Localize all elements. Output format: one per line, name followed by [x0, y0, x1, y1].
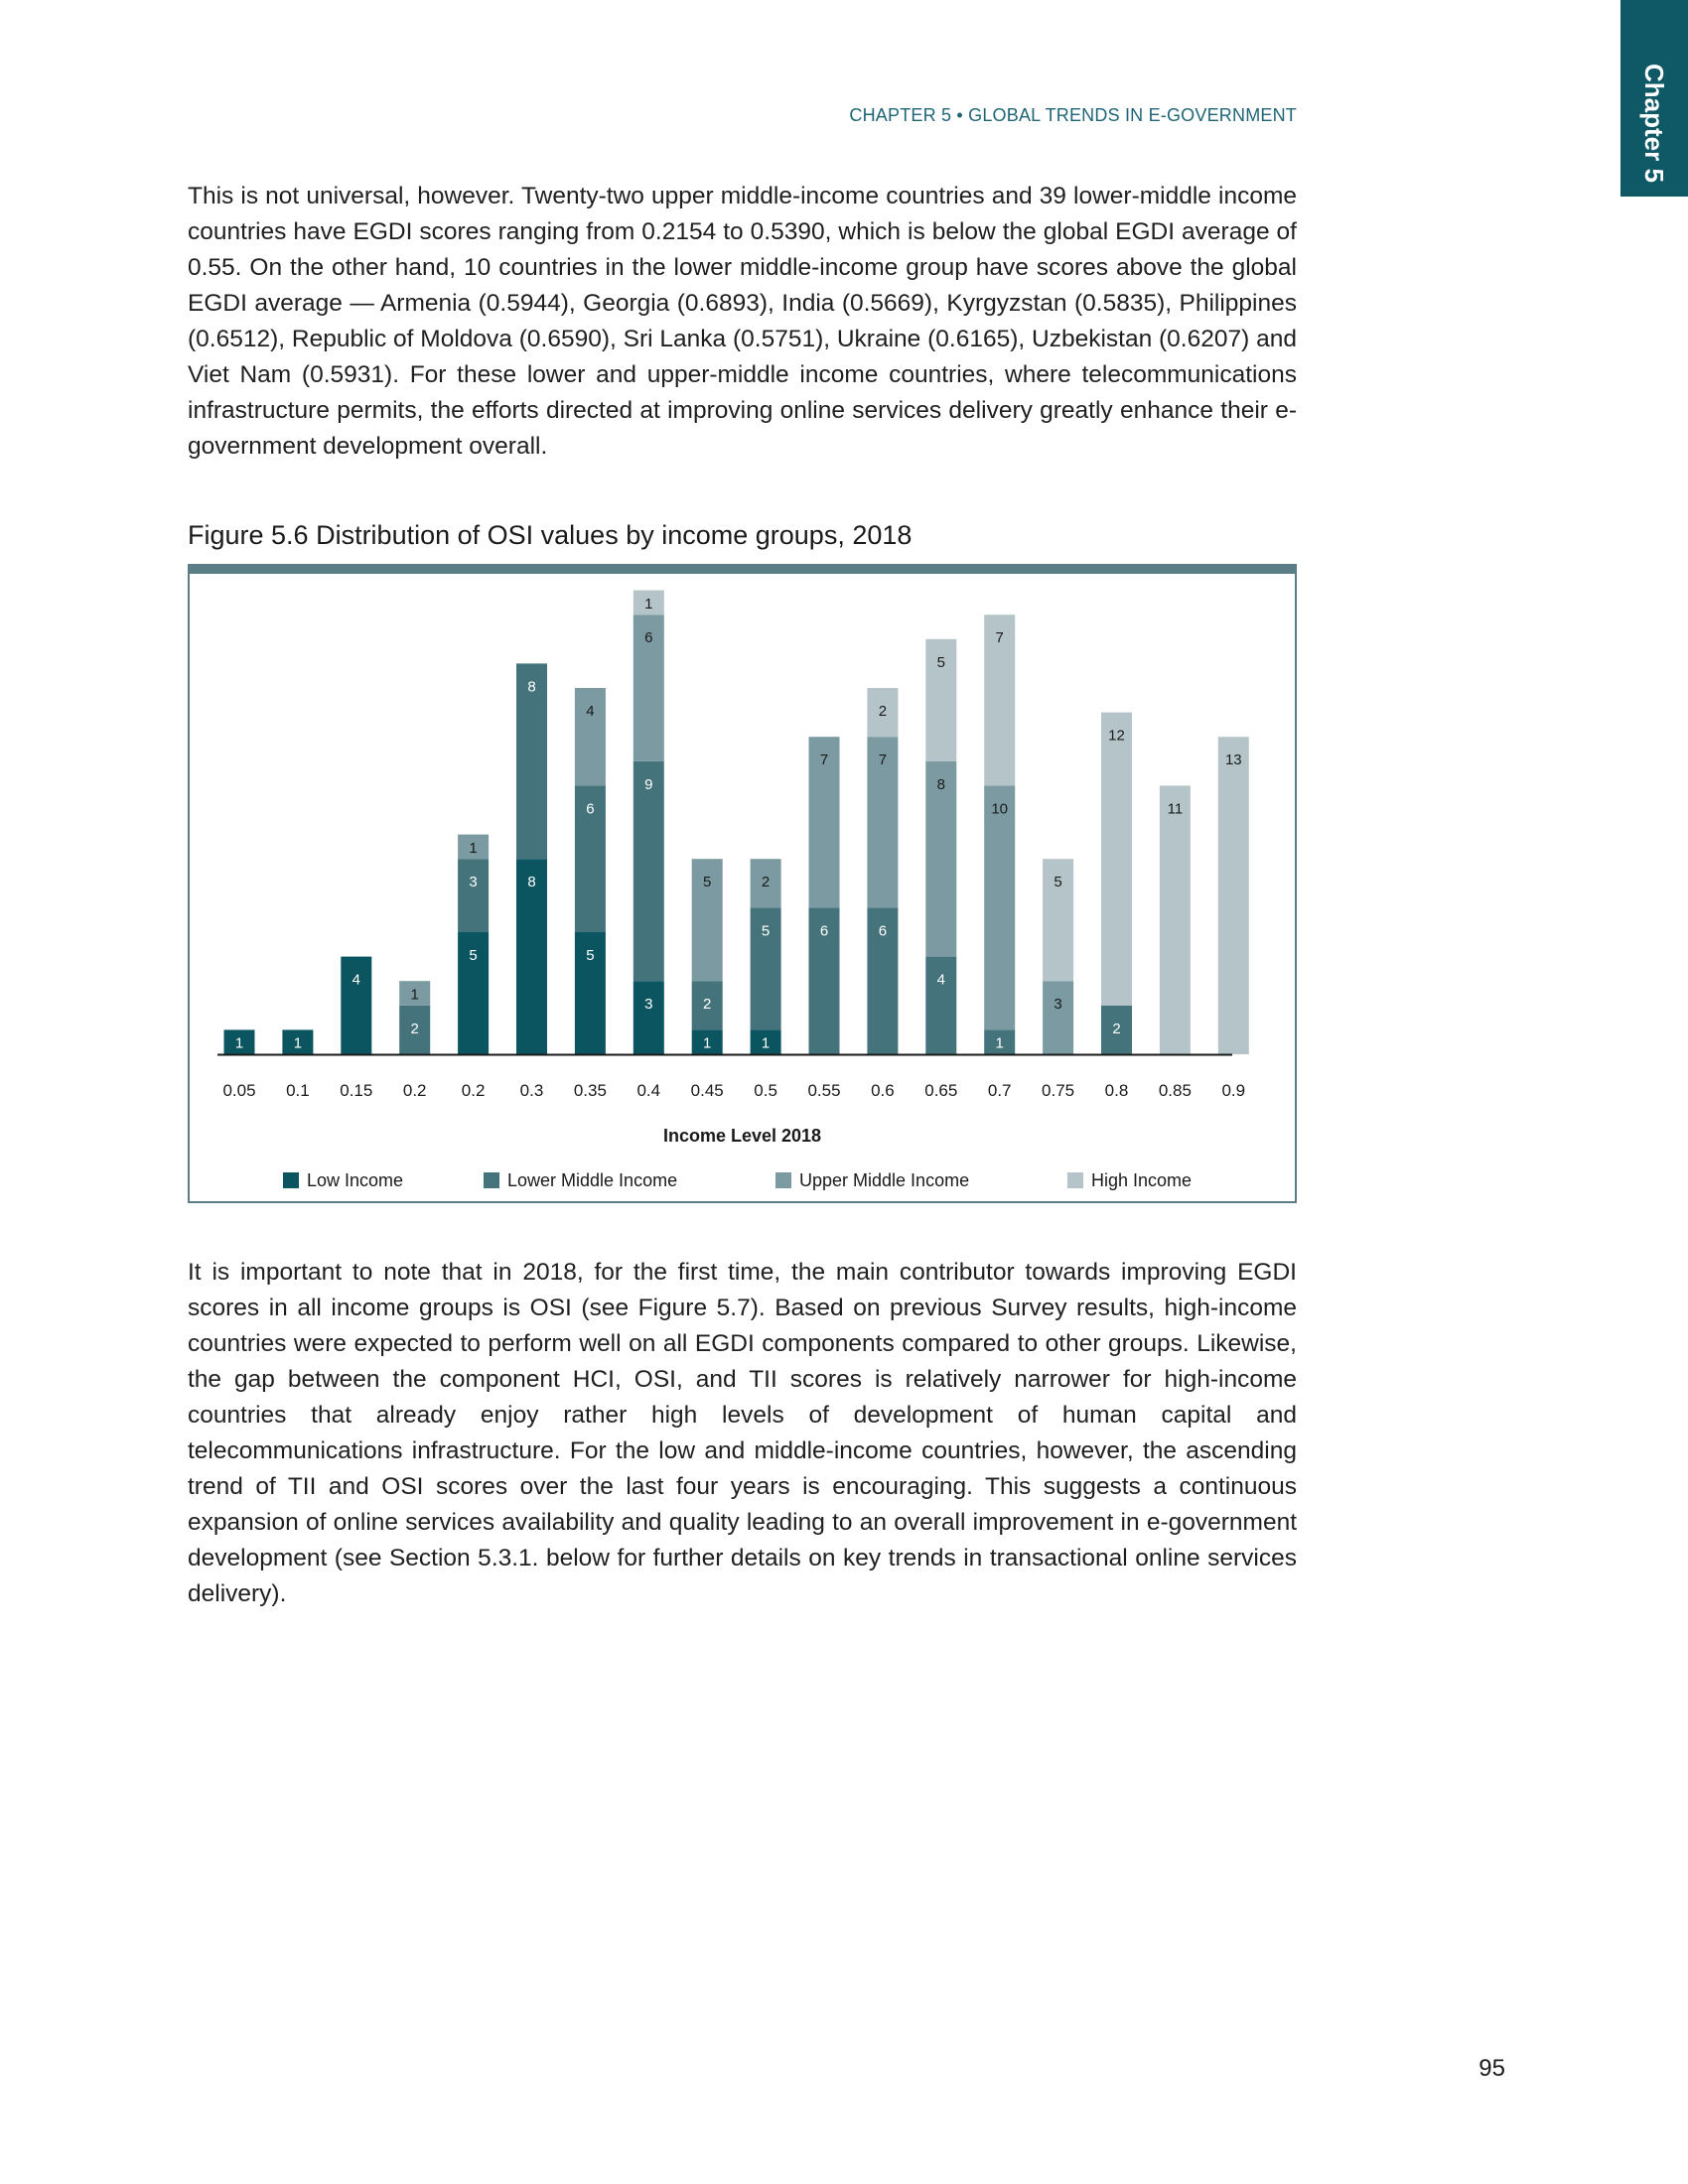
data-label: 3: [1054, 996, 1062, 1014]
data-label: 2: [878, 703, 888, 720]
bar-segment: [633, 761, 664, 981]
bar-segment: [984, 785, 1015, 1029]
x-tick-label: 0.35: [573, 1081, 607, 1100]
x-tick-label: 0.45: [690, 1081, 724, 1100]
data-label: 1: [995, 1034, 1004, 1052]
x-tick-label: 0.7: [987, 1081, 1012, 1100]
data-label: 7: [878, 751, 888, 769]
data-label: 1: [234, 1034, 244, 1052]
x-tick-label: 0.4: [636, 1081, 661, 1100]
legend-swatch: [484, 1172, 499, 1188]
data-label: 7: [819, 751, 829, 769]
legend-label: Lower Middle Income: [507, 1170, 678, 1190]
legend-label: Low Income: [307, 1170, 404, 1190]
data-label: 4: [352, 971, 360, 989]
legend-label: Upper Middle Income: [799, 1170, 970, 1190]
data-label: 2: [761, 874, 771, 891]
data-label: 8: [527, 874, 536, 891]
figure-title: Figure 5.6 Distribution of OSI values by income groups, 2018: [188, 520, 913, 550]
data-label: 5: [586, 947, 595, 964]
bar-segment: [1218, 737, 1249, 1054]
data-label: 1: [293, 1034, 303, 1052]
running-header: CHAPTER 5 • GLOBAL TRENDS IN E-GOVERNMENT: [849, 105, 1297, 125]
data-label: 7: [995, 629, 1004, 647]
x-tick-label: 0.1: [286, 1081, 310, 1100]
bar-segment: [1101, 713, 1132, 1006]
legend-swatch: [283, 1172, 299, 1188]
x-tick-label: 0.05: [222, 1081, 256, 1100]
x-tick-label: 0.8: [1104, 1081, 1129, 1100]
stacked-bar-chart: [190, 574, 1295, 1203]
data-label: 6: [878, 922, 888, 940]
data-label: 5: [761, 922, 771, 940]
x-tick-label: 0.15: [340, 1081, 373, 1100]
data-label: 1: [761, 1034, 771, 1052]
x-axis-title: Income Level 2018: [662, 1126, 822, 1146]
data-label: 5: [936, 653, 945, 671]
data-label: 2: [1112, 1020, 1121, 1037]
data-label: 10: [991, 800, 1009, 818]
data-label: 9: [644, 775, 653, 793]
x-tick-label: 0.9: [1221, 1081, 1246, 1100]
x-tick-label: 0.85: [1158, 1081, 1192, 1100]
x-tick-label: 0.65: [924, 1081, 958, 1100]
data-label: 1: [703, 1034, 712, 1052]
data-label: 5: [1054, 874, 1062, 891]
x-tick-label: 0.6: [871, 1081, 895, 1100]
data-label: 1: [410, 986, 419, 1004]
data-label: 6: [819, 922, 829, 940]
x-tick-label: 0.5: [754, 1081, 777, 1100]
figure-box: [188, 564, 1297, 1203]
data-label: 1: [469, 839, 478, 857]
legend-swatch: [1067, 1172, 1083, 1188]
legend-label: High Income: [1091, 1170, 1193, 1190]
data-label: 4: [586, 703, 595, 720]
bar-segment: [633, 981, 664, 1054]
data-label: 3: [644, 996, 653, 1014]
page-number: 95: [1478, 2055, 1505, 2082]
data-label: 8: [527, 678, 536, 696]
data-label: 12: [1108, 727, 1125, 745]
x-tick-label: 0.3: [519, 1081, 544, 1100]
chapter-tab-label: Chapter 5: [1639, 64, 1669, 183]
body-paragraph-1: This is not universal, however. Twenty-two upper middle-income countries and 39 lower-middle income countries have EGDI scores ranging from 0.2154 to 0.5390, which is below the global EGDI average of 0.55. On the other hand, 10 countries in the lower middle-income group have scores above the global EGDI average — Armenia (0.5944), Georgia (0.6893), India (0.5669), Kyrgyzstan (0.5835), Philippines (0.6512), Republic of Moldova (0.6590), Sri Lanka (0.5751), Ukraine (0.6165), Uzbekistan (0.6207) and Viet Nam (0.5931). For these lower and upper-middle income countries, where telecommunications infrastructure permits, the efforts directed at improving online services delivery greatly enhance their e-government development overall.: [188, 183, 1297, 460]
data-label: 5: [469, 947, 478, 964]
x-tick-label: 0.2: [402, 1081, 427, 1100]
data-label: 8: [936, 775, 945, 793]
bar-segment: [1043, 981, 1073, 1054]
data-label: 1: [644, 595, 653, 613]
chapter-tab: [1620, 0, 1688, 197]
data-label: 6: [644, 629, 653, 647]
data-label: 4: [936, 971, 945, 989]
x-tick-label: 0.55: [807, 1081, 841, 1100]
body-paragraph-2: It is important to note that in 2018, for the first time, the main contributor towards improving EGDI scores in all income groups is OSI (see Figure 5.7). Based on previous Survey results, high-income countries were expected to perform well on all EGDI components compared to other groups. Likewise, the gap between the component HCI, OSI, and TII scores is relatively narrower for high-income countries that already enjoy rather high levels of development of human capital and telecommunications infrastructure. For the low and middle-income countries, however, the ascending trend of TII and OSI scores over the last four years is encouraging. This suggests a continuous expansion of online services availability and quality leading to an overall improvement in e-government development (see Section 5.3.1. below for further details on key trends in transactional online services delivery).: [188, 1259, 1297, 1607]
bar-segment: [458, 859, 489, 932]
data-label: 2: [703, 996, 712, 1014]
data-label: 3: [469, 874, 478, 891]
x-tick-label: 0.75: [1042, 1081, 1075, 1100]
data-label: 13: [1224, 751, 1242, 769]
legend-swatch: [775, 1172, 791, 1188]
x-tick-label: 0.2: [461, 1081, 486, 1100]
data-label: 5: [703, 874, 712, 891]
data-label: 6: [586, 800, 595, 818]
data-label: 2: [410, 1020, 419, 1037]
bar-segment: [1160, 785, 1191, 1054]
data-label: 11: [1167, 800, 1184, 818]
